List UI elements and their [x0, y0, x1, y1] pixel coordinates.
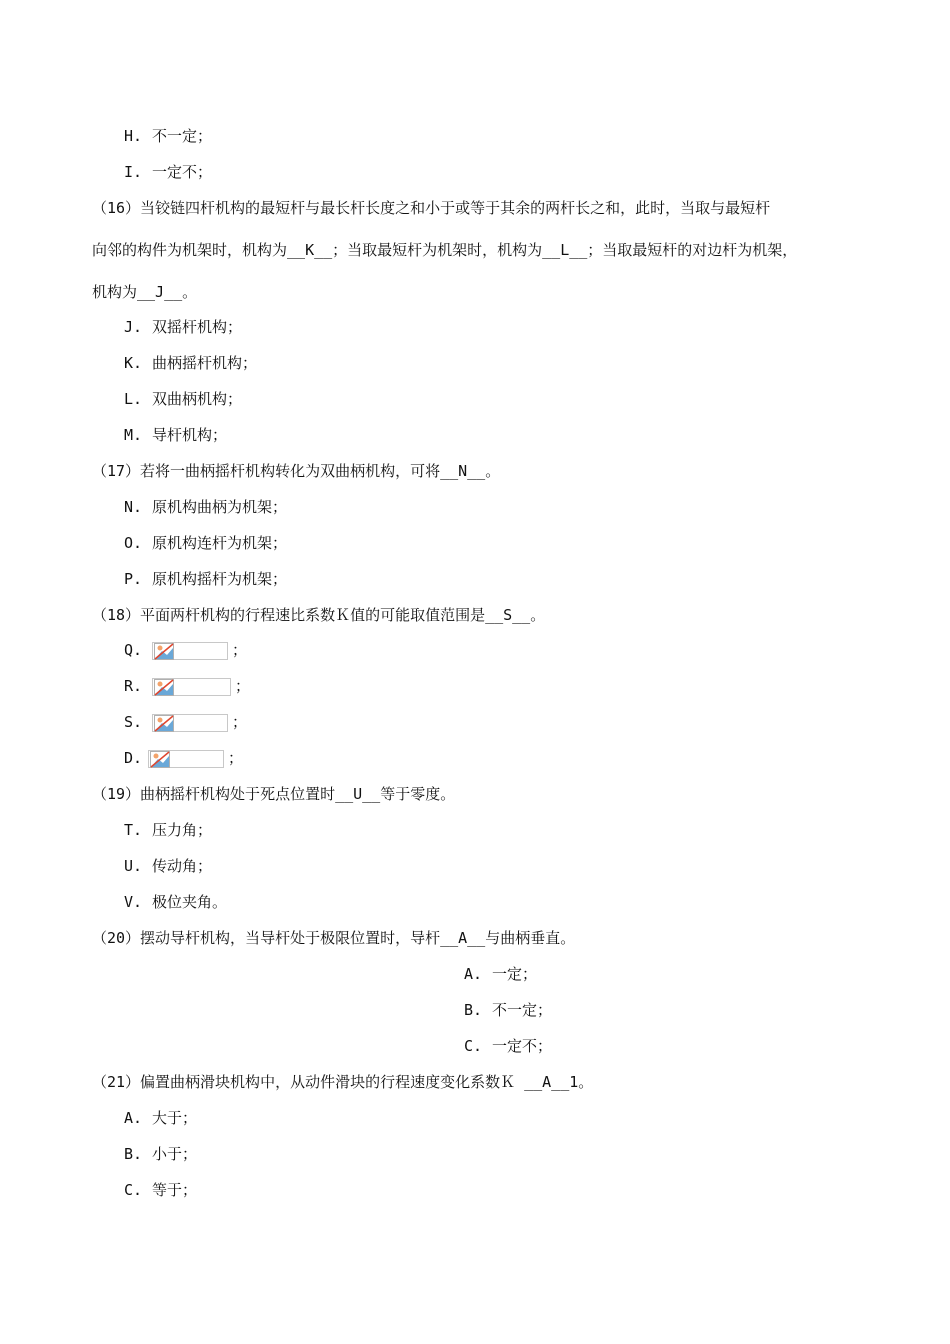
option-letter: P.: [124, 570, 143, 588]
option-text: 原机构连杆为机架；: [152, 534, 288, 552]
option-letter: J.: [124, 318, 143, 336]
option-v: [124, 892, 227, 912]
option-n: [124, 497, 287, 517]
option-text: 双曲柄机构；: [152, 390, 243, 408]
option-c: [124, 1180, 197, 1200]
option-o: [124, 533, 287, 553]
option-text: ；: [228, 749, 244, 767]
option-m: [124, 425, 227, 445]
broken-image-icon: [152, 642, 228, 660]
option-text: 不一定；: [152, 127, 213, 145]
option-text: 等于；: [152, 1181, 198, 1199]
option-k: [124, 353, 257, 373]
option-j: [124, 317, 242, 337]
option-letter: O.: [124, 534, 143, 552]
question-16-stem-line-2: 向邻的构件为机架时，机构为__K__；当取最短杆为机架时，机构为__L__；当取最短杆的对边杆为机架，: [92, 241, 798, 259]
question-16-stem-line-3: 机构为__J__。: [92, 283, 198, 301]
broken-image-icon: [152, 678, 231, 696]
option-text: ；: [232, 641, 248, 659]
option-letter: C.: [464, 1037, 483, 1055]
option-letter: T.: [124, 821, 143, 839]
option-h: [124, 126, 212, 146]
option-text: 一定不；: [152, 163, 213, 181]
option-text: 原机构曲柄为机架；: [152, 498, 288, 516]
option-text: 不一定；: [492, 1001, 553, 1019]
option-letter: A.: [464, 965, 483, 983]
option-letter: U.: [124, 857, 143, 875]
option-d: [124, 748, 243, 768]
option-text: 曲柄摇杆机构；: [152, 354, 258, 372]
option-i: [124, 162, 212, 182]
option-text: 原机构摇杆为机架；: [152, 570, 288, 588]
broken-image-icon: [148, 750, 224, 768]
option-c: [464, 1036, 552, 1056]
option-letter: L.: [124, 390, 143, 408]
option-text: 导杆机构；: [152, 426, 228, 444]
question-16-stem-line-1: （16）当铰链四杆机构的最短杆与最长杆长度之和小于或等于其余的两杆长之和，此时，当取与最短杆: [92, 199, 771, 217]
option-text: 极位夹角。: [152, 893, 228, 911]
option-b: [124, 1144, 197, 1164]
option-letter: I.: [124, 163, 143, 181]
option-letter: C.: [124, 1181, 143, 1199]
question-18-stem: （18）平面两杆机构的行程速比系数Ｋ值的可能取值范围是__S__。: [92, 606, 546, 624]
option-a: [464, 964, 537, 984]
option-letter: B.: [124, 1145, 143, 1163]
option-letter: Q.: [124, 641, 143, 659]
question-20-stem: （20）摆动导杆机构，当导杆处于极限位置时，导杆__A__与曲柄垂直。: [92, 929, 576, 947]
option-text: 双摇杆机构；: [152, 318, 243, 336]
option-text: 大于；: [152, 1109, 198, 1127]
option-text: ；: [235, 677, 251, 695]
option-text: 一定；: [492, 965, 538, 983]
option-text: 压力角；: [152, 821, 213, 839]
option-b: [464, 1000, 552, 1020]
option-text: 小于；: [152, 1145, 198, 1163]
option-l: [124, 389, 242, 409]
option-r: [124, 676, 250, 696]
option-letter: H.: [124, 127, 143, 145]
option-letter: V.: [124, 893, 143, 911]
option-q: [124, 640, 247, 660]
option-letter: R.: [124, 677, 143, 695]
option-letter: S.: [124, 713, 143, 731]
option-s: [124, 712, 247, 732]
option-letter: N.: [124, 498, 143, 516]
option-a: [124, 1108, 197, 1128]
question-17-stem: （17）若将一曲柄摇杆机构转化为双曲柄机构，可将__N__。: [92, 462, 501, 480]
option-u: [124, 856, 212, 876]
question-19-stem: （19）曲柄摇杆机构处于死点位置时__U__等于零度。: [92, 785, 456, 803]
option-letter: K.: [124, 354, 143, 372]
option-letter: D.: [124, 749, 143, 767]
option-text: 传动角；: [152, 857, 213, 875]
option-letter: B.: [464, 1001, 483, 1019]
option-letter: A.: [124, 1109, 143, 1127]
option-text: ；: [232, 713, 248, 731]
option-t: [124, 820, 212, 840]
option-letter: M.: [124, 426, 143, 444]
broken-image-icon: [152, 714, 228, 732]
option-text: 一定不；: [492, 1037, 553, 1055]
option-p: [124, 569, 287, 589]
question-21-stem: （21）偏置曲柄滑块机构中，从动件滑块的行程速度变化系数Ｋ __A__1。: [92, 1073, 594, 1091]
